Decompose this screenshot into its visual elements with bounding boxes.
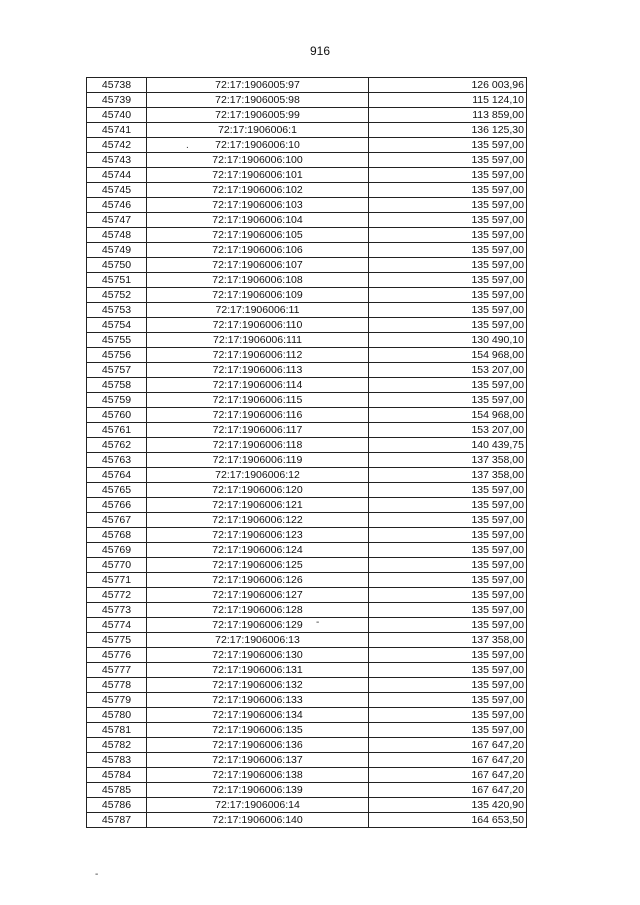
cadastral-number-cell: 72:17:1906006:105	[147, 228, 369, 243]
cadastral-value-cell: 135 597,00	[369, 708, 527, 723]
table-row	[87, 273, 527, 288]
cadastral-number-cell: 72:17:1906006:133	[147, 693, 369, 708]
cadastral-value-cell: 135 597,00	[369, 183, 527, 198]
table-row	[87, 258, 527, 273]
table-row	[87, 543, 527, 558]
row-number-cell: 45778	[87, 678, 147, 693]
table-row	[87, 168, 527, 183]
cadastral-number-cell: 72:17:1906006:11	[147, 303, 369, 318]
table-row	[87, 243, 527, 258]
cadastral-value-cell: 135 597,00	[369, 138, 527, 153]
row-number-cell: 45744	[87, 168, 147, 183]
cadastral-number-cell: 72:17:1906006:117	[147, 423, 369, 438]
cadastral-number-cell: 72:17:1906006:121	[147, 498, 369, 513]
row-number-cell: 45777	[87, 663, 147, 678]
table-row	[87, 303, 527, 318]
table-row	[87, 498, 527, 513]
row-number-cell: 45784	[87, 768, 147, 783]
scan-speck: .	[186, 140, 189, 151]
cadastral-value-cell: 135 597,00	[369, 198, 527, 213]
cadastral-number-cell: 72:17:1906006:131	[147, 663, 369, 678]
cadastral-value-cell: 154 968,00	[369, 348, 527, 363]
cadastral-value-cell: 135 597,00	[369, 558, 527, 573]
cadastral-number-cell: 72:17:1906006:104	[147, 213, 369, 228]
row-number-cell: 45751	[87, 273, 147, 288]
row-number-cell: 45755	[87, 333, 147, 348]
cadastral-number-cell: 72:17:1906006:14	[147, 798, 369, 813]
table-row	[87, 648, 527, 663]
cadastral-number-cell: 72:17:1906005:98	[147, 93, 369, 108]
row-number-cell: 45747	[87, 213, 147, 228]
cadastral-value-cell: 135 597,00	[369, 318, 527, 333]
page-number: 916	[309, 44, 331, 58]
cadastral-value-cell: 154 968,00	[369, 408, 527, 423]
row-number-cell: 45772	[87, 588, 147, 603]
table-row	[87, 318, 527, 333]
table-row	[87, 678, 527, 693]
cadastral-number-cell: 72:17:1906006:113	[147, 363, 369, 378]
table-row	[87, 78, 527, 93]
row-number-cell: 45769	[87, 543, 147, 558]
row-number-cell: 45767	[87, 513, 147, 528]
row-number-cell: 45750	[87, 258, 147, 273]
row-number-cell: 45761	[87, 423, 147, 438]
cadastral-number-cell: 72:17:1906006:137	[147, 753, 369, 768]
row-number-cell: 45780	[87, 708, 147, 723]
cadastral-number-cell: 72:17:1906006:127	[147, 588, 369, 603]
cadastral-number-cell: 72:17:1906006:124	[147, 543, 369, 558]
cadastral-number-cell: 72:17:1906006:111	[147, 333, 369, 348]
cadastral-number-cell: 72:17:1906006:112	[147, 348, 369, 363]
cadastral-number-cell: 72:17:1906006:102	[147, 183, 369, 198]
row-number-cell: 45763	[87, 453, 147, 468]
cadastral-number-cell: 72:17:1906006:101	[147, 168, 369, 183]
row-number-cell: 45770	[87, 558, 147, 573]
cadastral-value-cell: 167 647,20	[369, 783, 527, 798]
table-row	[87, 198, 527, 213]
cadastral-number-cell: 72:17:1906006:139	[147, 783, 369, 798]
table-row	[87, 378, 527, 393]
cadastral-number-cell: 72:17:1906006:130	[147, 648, 369, 663]
table-row	[87, 708, 527, 723]
row-number-cell: 45741	[87, 123, 147, 138]
table-row	[87, 423, 527, 438]
cadastral-value-cell: 126 003,96	[369, 78, 527, 93]
cadastral-number-cell: 72:17:1906006:128	[147, 603, 369, 618]
row-number-cell: 45745	[87, 183, 147, 198]
row-number-cell: 45740	[87, 108, 147, 123]
cadastral-value-cell: 167 647,20	[369, 738, 527, 753]
table-row	[87, 573, 527, 588]
cadastral-number-cell: 72:17:1906006:125	[147, 558, 369, 573]
table-row	[87, 738, 527, 753]
cadastral-value-cell: 135 597,00	[369, 213, 527, 228]
row-number-cell: 45786	[87, 798, 147, 813]
row-number-cell: 45787	[87, 813, 147, 828]
scan-speck: -	[95, 869, 99, 880]
cadastral-value-cell: 115 124,10	[369, 93, 527, 108]
table-row	[87, 588, 527, 603]
cadastral-value-cell: 130 490,10	[369, 333, 527, 348]
cadastral-number-cell: 72:17:1906006:107	[147, 258, 369, 273]
cadastral-value-cell: 135 597,00	[369, 693, 527, 708]
cadastral-value-cell: 135 597,00	[369, 603, 527, 618]
cadastral-number-cell: 72:17:1906006:119	[147, 453, 369, 468]
cadastral-value-cell: 113 859,00	[369, 108, 527, 123]
cadastral-number-cell: 72:17:1906006:136	[147, 738, 369, 753]
cadastral-number-cell: 72:17:1906006:109	[147, 288, 369, 303]
cadastral-value-cell: 135 597,00	[369, 513, 527, 528]
row-number-cell: 45775	[87, 633, 147, 648]
table-row	[87, 138, 527, 153]
cadastral-number-cell: 72:17:1906006:115	[147, 393, 369, 408]
table-row	[87, 108, 527, 123]
table-row	[87, 528, 527, 543]
row-number-cell: 45756	[87, 348, 147, 363]
cadastral-number-cell: 72:17:1906005:99	[147, 108, 369, 123]
cadastral-number-cell: 72:17:1906006:10	[147, 138, 369, 153]
cadastral-number-cell: 72:17:1906006:110	[147, 318, 369, 333]
table-row	[87, 783, 527, 798]
row-number-cell: 45738	[87, 78, 147, 93]
cadastral-value-cell: 135 597,00	[369, 258, 527, 273]
cadastral-value-cell: 135 597,00	[369, 588, 527, 603]
cadastral-number-cell: 72:17:1906006:135	[147, 723, 369, 738]
cadastral-number-cell: 72:17:1906006:123	[147, 528, 369, 543]
table-row	[87, 618, 527, 633]
cadastral-number-cell: 72:17:1906006:122	[147, 513, 369, 528]
cadastral-number-cell: 72:17:1906006:103	[147, 198, 369, 213]
cadastral-value-cell: 135 597,00	[369, 228, 527, 243]
table-row	[87, 798, 527, 813]
row-number-cell: 45785	[87, 783, 147, 798]
cadastral-number-cell: 72:17:1906006:138	[147, 768, 369, 783]
cadastral-value-cell: 137 358,00	[369, 468, 527, 483]
row-number-cell: 45766	[87, 498, 147, 513]
cadastral-value-cell: 135 597,00	[369, 573, 527, 588]
table-row	[87, 483, 527, 498]
row-number-cell: 45776	[87, 648, 147, 663]
cadastral-number-cell: 72:17:1906006:106	[147, 243, 369, 258]
row-number-cell: 45754	[87, 318, 147, 333]
table-row	[87, 213, 527, 228]
table-row	[87, 93, 527, 108]
table-row	[87, 228, 527, 243]
cadastral-number-cell: 72:17:1906006:100	[147, 153, 369, 168]
cadastral-value-cell: 137 358,00	[369, 453, 527, 468]
row-number-cell: 45760	[87, 408, 147, 423]
table-row	[87, 633, 527, 648]
cadastral-number-cell: 72:17:1906006:108	[147, 273, 369, 288]
cadastral-value-cell: 135 597,00	[369, 678, 527, 693]
cadastral-value-cell: 136 125,30	[369, 123, 527, 138]
row-number-cell: 45753	[87, 303, 147, 318]
table-body	[87, 78, 527, 828]
cadastral-value-cell: 135 597,00	[369, 378, 527, 393]
table-row	[87, 123, 527, 138]
table-row	[87, 603, 527, 618]
cadastral-value-table	[86, 77, 527, 828]
row-number-cell: 45773	[87, 603, 147, 618]
cadastral-number-cell: 72:17:1906006:129	[147, 618, 369, 633]
cadastral-value-cell: 135 597,00	[369, 723, 527, 738]
table-row	[87, 723, 527, 738]
row-number-cell: 45774	[87, 618, 147, 633]
cadastral-number-cell: 72:17:1906006:13	[147, 633, 369, 648]
row-number-cell: 45749	[87, 243, 147, 258]
table-row	[87, 693, 527, 708]
row-number-cell: 45782	[87, 738, 147, 753]
cadastral-value-cell: 167 647,20	[369, 768, 527, 783]
row-number-cell: 45746	[87, 198, 147, 213]
cadastral-number-cell: 72:17:1906006:134	[147, 708, 369, 723]
cadastral-number-cell: 72:17:1906006:114	[147, 378, 369, 393]
table-row	[87, 153, 527, 168]
cadastral-number-cell: 72:17:1906006:120	[147, 483, 369, 498]
row-number-cell: 45779	[87, 693, 147, 708]
table-row	[87, 663, 527, 678]
cadastral-number-cell: 72:17:1906006:1	[147, 123, 369, 138]
table-row	[87, 558, 527, 573]
row-number-cell: 45742	[87, 138, 147, 153]
cadastral-value-cell: 135 597,00	[369, 663, 527, 678]
row-number-cell: 45739	[87, 93, 147, 108]
cadastral-value-cell: 135 597,00	[369, 153, 527, 168]
cadastral-value-cell: 135 597,00	[369, 273, 527, 288]
cadastral-value-cell: 135 597,00	[369, 648, 527, 663]
row-number-cell: 45748	[87, 228, 147, 243]
table-row	[87, 813, 527, 828]
cadastral-value-cell: 153 207,00	[369, 423, 527, 438]
cadastral-value-cell: 135 597,00	[369, 288, 527, 303]
row-number-cell: 45771	[87, 573, 147, 588]
row-number-cell: 45752	[87, 288, 147, 303]
table-row	[87, 408, 527, 423]
row-number-cell: 45743	[87, 153, 147, 168]
table-row	[87, 288, 527, 303]
row-number-cell: 45768	[87, 528, 147, 543]
cadastral-value-cell: 135 597,00	[369, 543, 527, 558]
cadastral-value-cell: 135 597,00	[369, 618, 527, 633]
row-number-cell: 45758	[87, 378, 147, 393]
cadastral-value-cell: 135 420,90	[369, 798, 527, 813]
row-number-cell: 45759	[87, 393, 147, 408]
cadastral-value-cell: 135 597,00	[369, 393, 527, 408]
row-number-cell: 45764	[87, 468, 147, 483]
row-number-cell: 45762	[87, 438, 147, 453]
cadastral-value-cell: 140 439,75	[369, 438, 527, 453]
table-row	[87, 438, 527, 453]
cadastral-value-cell: 135 597,00	[369, 303, 527, 318]
table-row	[87, 513, 527, 528]
cadastral-value-cell: 135 597,00	[369, 528, 527, 543]
table-row	[87, 363, 527, 378]
row-number-cell: 45781	[87, 723, 147, 738]
cadastral-number-cell: 72:17:1906006:132	[147, 678, 369, 693]
cadastral-number-cell: 72:17:1906006:118	[147, 438, 369, 453]
row-number-cell: 45757	[87, 363, 147, 378]
table-row	[87, 753, 527, 768]
cadastral-number-cell: 72:17:1906006:126	[147, 573, 369, 588]
table-row	[87, 393, 527, 408]
cadastral-value-cell: 137 358,00	[369, 633, 527, 648]
table-row	[87, 468, 527, 483]
scan-speck: -	[316, 617, 320, 628]
row-number-cell: 45783	[87, 753, 147, 768]
cadastral-value-cell: 135 597,00	[369, 498, 527, 513]
cadastral-number-cell: 72:17:1906006:12	[147, 468, 369, 483]
table-row	[87, 348, 527, 363]
cadastral-value-cell: 164 653,50	[369, 813, 527, 828]
row-number-cell: 45765	[87, 483, 147, 498]
cadastral-number-cell: 72:17:1906005:97	[147, 78, 369, 93]
cadastral-value-cell: 153 207,00	[369, 363, 527, 378]
table-row	[87, 768, 527, 783]
cadastral-value-cell: 135 597,00	[369, 243, 527, 258]
cadastral-value-cell: 135 597,00	[369, 168, 527, 183]
cadastral-value-cell: 167 647,20	[369, 753, 527, 768]
table-row	[87, 333, 527, 348]
table-row	[87, 453, 527, 468]
cadastral-value-cell: 135 597,00	[369, 483, 527, 498]
table-row	[87, 183, 527, 198]
cadastral-number-cell: 72:17:1906006:140	[147, 813, 369, 828]
cadastral-number-cell: 72:17:1906006:116	[147, 408, 369, 423]
